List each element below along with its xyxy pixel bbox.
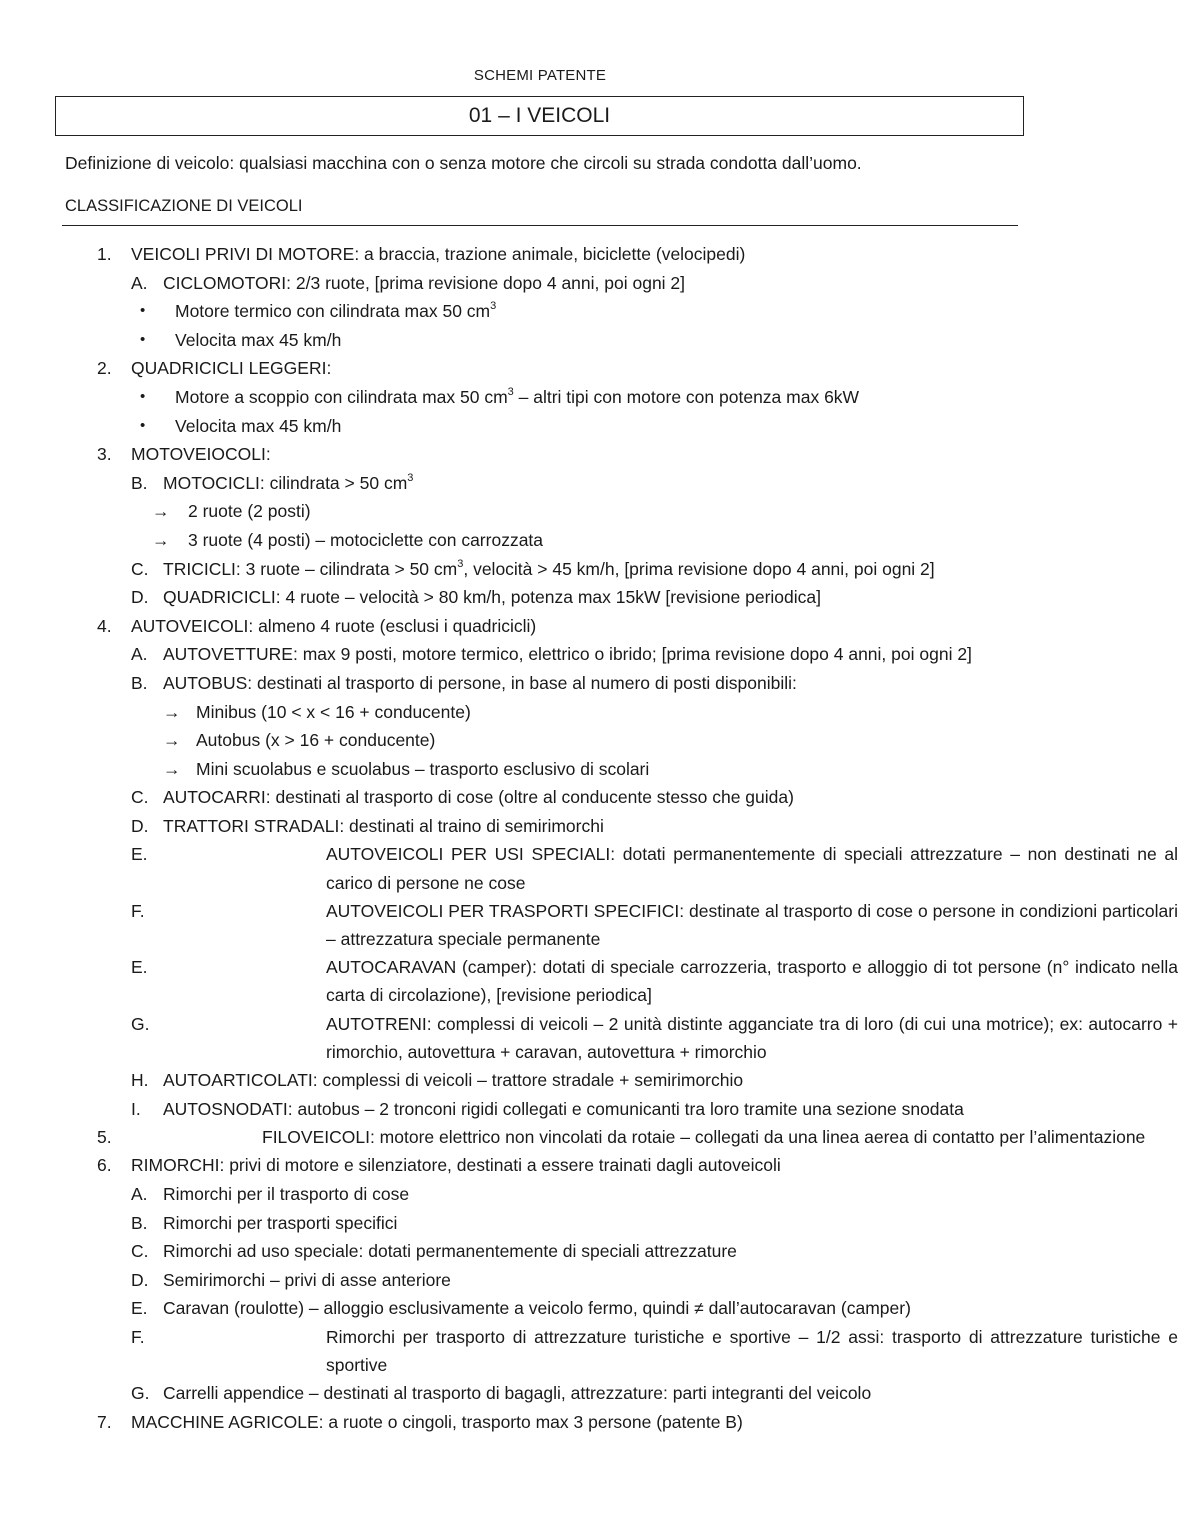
arrow-right-icon: → [163, 701, 181, 722]
item-text: AUTOVETTURE: max 9 posti, motore termico, elettrico o ibrido; [prima revisione dopo 4 anni, poi ogni 2] [163, 644, 972, 665]
sub-item [0, 812, 1080, 841]
item-text: Rimorchi per trasporti specifici [163, 1212, 398, 1233]
item-letter: C. [131, 558, 149, 579]
item-text: Semirimorchi – privi di asse anteriore [163, 1269, 451, 1290]
item-text: Carrelli appendice – destinati al trasporto di bagagli, attrezzature: parti integranti del veicolo [163, 1383, 872, 1404]
item-text: FILOVEICOLI: motore elettrico non vincolati da rotaie – collegati da una linea aerea di contatto per l’alimentazione [262, 1127, 1146, 1148]
item-text: QUADRICICLI: 4 ruote – velocità > 80 km/h, potenza max 15kW [revisione periodica] [163, 587, 822, 608]
section-divider [62, 225, 1018, 226]
list-item [0, 1123, 1146, 1151]
item-number: 1. [97, 244, 112, 264]
sub-item [0, 840, 1178, 896]
arrow-item [0, 497, 1080, 526]
item-letter: C. [131, 787, 149, 808]
item-letter: B. [131, 472, 148, 493]
bullet-icon: • [140, 302, 146, 320]
sub-item [0, 1323, 1178, 1379]
document-header: SCHEMI PATENTE [473, 67, 607, 84]
list-item [0, 440, 1080, 469]
arrow-item [0, 526, 1080, 555]
list-item [0, 612, 1080, 641]
sub-item [0, 583, 1080, 612]
item-letter: A. [131, 272, 148, 293]
item-letter: G. [131, 1383, 150, 1404]
item-text: AUTOSNODATI: autobus – 2 tronconi rigidi collegati e comunicanti tra loro tramite una sezione snodata [163, 1098, 964, 1119]
item-letter: D. [131, 1269, 149, 1290]
item-text: AUTOVEICOLI: almeno 4 ruote (esclusi i quadricicli) [131, 615, 537, 636]
sub-item [0, 953, 1178, 1009]
item-number: 4. [97, 615, 112, 636]
bullet-item [0, 383, 1080, 412]
item-text: AUTOBUS: destinati al trasporto di persone, in base al numero di posti disponibili: [163, 672, 797, 693]
item-text: Minibus (10 < x < 16 + conducente) [196, 701, 471, 722]
sub-item [0, 1010, 1178, 1066]
item-text: Mini scuolabus e scuolabus – trasporto esclusivo di scolari [196, 758, 650, 779]
item-text: Rimorchi per trasporto di attrezzature turistiche e sportive – 1/2 assi: trasporto di attrezzature turistiche e sportive [326, 1327, 1178, 1376]
item-text: Caravan (roulotte) – alloggio esclusivamente a veicolo fermo, quindi ≠ dall’autocaravan (camper) [163, 1298, 911, 1319]
sub-item [0, 1379, 1080, 1408]
item-number: 7. [97, 1412, 112, 1433]
definition-text: Definizione di veicolo: qualsiasi macchina con o senza motore che circoli su strada condotta dall’uomo. [65, 153, 862, 173]
sub-item [0, 669, 1080, 698]
sub-item [0, 469, 1080, 498]
item-letter: F. [131, 900, 145, 921]
item-letter: F. [131, 1327, 145, 1348]
item-text: CICLOMOTORI: 2/3 ruote, [prima revisione dopo 4 anni, poi ogni 2] [163, 272, 686, 293]
bullet-item [0, 412, 1080, 441]
item-text: Autobus (x > 16 + conducente) [196, 730, 436, 751]
section-heading: CLASSIFICAZIONE DI VEICOLI [65, 197, 303, 215]
item-text: MACCHINE AGRICOLE: a ruote o cingoli, trasporto max 3 persone (patente B) [131, 1412, 743, 1433]
item-letter: A. [131, 644, 148, 665]
item-number: 6. [97, 1155, 112, 1176]
sub-item [0, 1180, 1080, 1209]
item-letter: E. [131, 1298, 148, 1319]
list-item [0, 354, 1080, 383]
arrow-right-icon: → [163, 758, 181, 779]
item-text: MOTOVEIOCOLI: [131, 444, 271, 465]
item-text: AUTOARTICOLATI: complessi di veicoli – trattore stradale + semirimorchio [163, 1070, 744, 1091]
arrow-item [0, 755, 1080, 784]
sub-item [0, 1294, 1080, 1323]
item-text: Motore a scoppio con cilindrata max 50 $cm^3$ – altri tipi con motore con potenza max 6kW [175, 386, 860, 407]
arrow-item [0, 726, 1080, 755]
arrow-right-icon: → [163, 730, 181, 751]
item-text: TRATTORI STRADALI: destinati al traino di semirimorchi [163, 815, 604, 836]
item-text: Velocita max 45 km/h [175, 415, 342, 436]
item-letter: G. [131, 1013, 150, 1034]
sub-item [0, 1095, 1080, 1124]
sub-item [0, 1209, 1080, 1238]
item-letter: A. [131, 1184, 148, 1205]
sub-item [0, 783, 1080, 812]
item-text: QUADRICICLI LEGGERI: [131, 358, 332, 379]
bullet-icon: • [140, 387, 146, 405]
item-text: AUTOCARRI: destinati al trasporto di cose (oltre al conducente stesso che guida) [163, 787, 794, 808]
item-letter: I. [131, 1098, 141, 1119]
item-number: 5. [97, 1127, 112, 1148]
item-text: 2 ruote (2 posti) [188, 501, 311, 522]
sub-item [0, 897, 1178, 953]
item-letter: D. [131, 815, 149, 836]
arrow-item [0, 698, 1080, 727]
sub-item [0, 269, 1080, 298]
page-title: 01 – I VEICOLI [55, 96, 1024, 136]
list-item [0, 1151, 1080, 1180]
arrow-right-icon: → [152, 501, 170, 522]
sub-item [0, 555, 1080, 584]
item-text: MOTOCICLI: cilindrata > 50 $cm^3$ [163, 471, 414, 493]
item-letter: E. [131, 957, 148, 978]
item-text: Velocita max 45 km/h [175, 329, 342, 350]
item-letter: D. [131, 587, 149, 608]
item-text: TRICICLI: 3 ruote – cilindrata > 50 $cm^3$, velocità > 45 km/h, [prima revisione dopo 4 anni, poi ogni 2] [163, 557, 935, 579]
item-letter: B. [131, 672, 148, 693]
bullet-icon: • [140, 416, 146, 434]
list-item [0, 1408, 1080, 1437]
sub-item [0, 1237, 1080, 1266]
bullet-item [0, 297, 1080, 326]
classification-list [0, 240, 1178, 1437]
item-text: Rimorchi ad uso speciale: dotati permanentemente di speciali attrezzature [163, 1241, 737, 1262]
item-text: AUTOVEICOLI PER USI SPECIALI: dotati permanentemente di speciali attrezzature – non destinati ne al carico di persone ne cose [326, 844, 1178, 893]
sub-item [0, 1266, 1080, 1295]
item-number: 2. [97, 358, 112, 379]
sub-item [0, 640, 1080, 669]
item-number: 3. [97, 444, 112, 465]
item-letter: C. [131, 1241, 149, 1262]
item-text: AUTOTRENI: complessi di veicoli – 2 unità distinte agganciate tra di loro (di cui una motrice); ex: autocarro + rimorchio, autovettura + caravan, autovettura + rimorchio [326, 1013, 1178, 1062]
bullet-item [0, 326, 1080, 355]
item-text: RIMORCHI: privi di motore e silenziatore, destinati a essere trainati dagli autoveicoli [131, 1155, 781, 1176]
sub-item [0, 1066, 1080, 1095]
item-text: Motore termico con cilindrata max 50 $cm^3$ [175, 300, 497, 322]
arrow-right-icon: → [152, 529, 170, 550]
item-text: AUTOVEICOLI PER TRASPORTI SPECIFICI: destinate al trasporto di cose o persone in condizioni particolari – attrezzatura speciale permanente [326, 900, 1178, 950]
item-text: 3 ruote (4 posti) – motociclette con carrozzata [188, 529, 544, 550]
item-letter: H. [131, 1070, 149, 1091]
bullet-icon: • [140, 330, 146, 348]
list-item [0, 240, 1080, 269]
item-letter: B. [131, 1212, 148, 1233]
item-letter: E. [131, 844, 148, 865]
item-text: Rimorchi per il trasporto di cose [163, 1184, 410, 1205]
item-text: AUTOCARAVAN (camper): dotati di speciale carrozzeria, trasporto e alloggio di tot persone (n° indicato nella carta di circolazione), [revisione periodica] [326, 957, 1178, 1006]
item-text: VEICOLI PRIVI DI MOTORE: a braccia, trazione animale, biciclette (velocipedi) [131, 244, 746, 264]
